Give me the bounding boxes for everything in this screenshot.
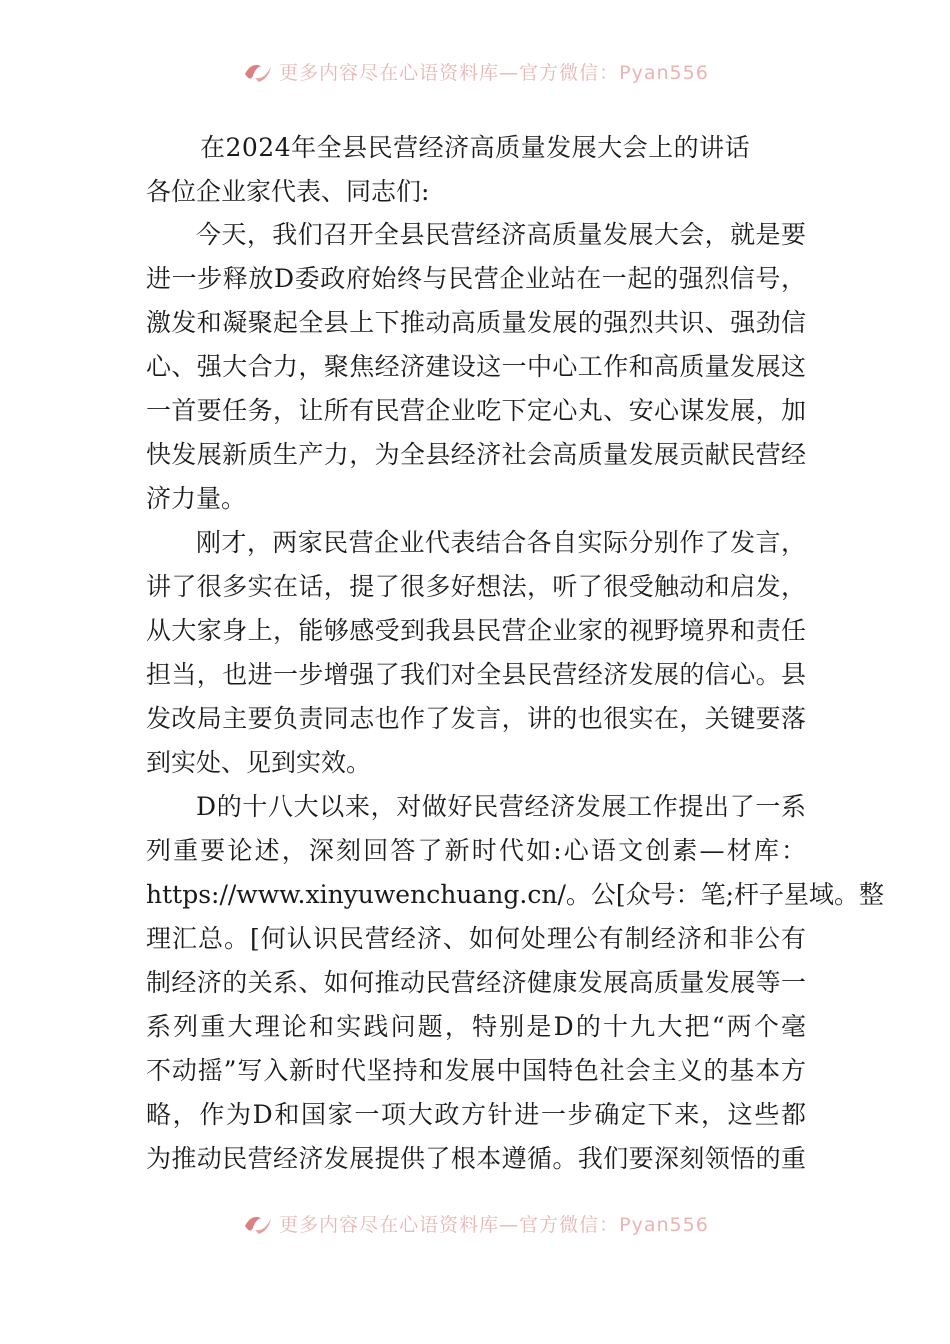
body-line: 济力量。 <box>146 484 247 513</box>
body-line: 不动摇”写入新时代坚持和发展中国特色社会主义的基本方 <box>146 1056 806 1085</box>
body-line: 刚才，两家民营企业代表结合各自实际分别作了发言， <box>196 528 806 557</box>
body-line: https://www.xinyuwenchuang.cn/。公[众号：笔;杆子星域。整 <box>146 880 885 909</box>
brand-logo-icon <box>241 1210 275 1236</box>
body-line: 理汇总。[何认识民营经济、如何处理公有制经济和非公有 <box>146 924 806 953</box>
body-line: 一首要任务，让所有民营企业吃下定心丸、安心谋发展，加 <box>146 396 806 425</box>
body-line: 从大家身上，能够感受到我县民营企业家的视野境界和责任 <box>146 616 806 645</box>
body-line: 心、强大合力，聚焦经济建设这一中心工作和高质量发展这 <box>146 352 806 381</box>
body-line: 激发和凝聚起全县上下推动高质量发展的强烈共识、强劲信 <box>146 308 806 337</box>
body-line: 系列重大理论和实践问题，特别是D的十九大把“两个毫 <box>146 1012 806 1041</box>
brand-logo-icon <box>241 58 275 84</box>
salutation: 各位企业家代表、同志们: <box>146 177 430 206</box>
document-title: 在2024年全县民营经济高质量发展大会上的讲话 <box>200 133 751 162</box>
body-line: 略，作为D和国家一项大政方针进一步确定下来，这些都 <box>146 1100 806 1129</box>
watermark-text: 更多内容尽在心语资料库—官方微信：Pyan556 <box>279 61 709 84</box>
body-line: 发改局主要负责同志也作了发言，讲的也很实在，关键要落 <box>146 704 806 733</box>
body-line: 制经济的关系、如何推动民营经济健康发展高质量发展等一 <box>146 968 806 997</box>
watermark-text: 更多内容尽在心语资料库—官方微信：Pyan556 <box>279 1213 709 1236</box>
body-line: 到实处、见到实效。 <box>146 748 372 777</box>
body-line: 担当，也进一步增强了我们对全县民营经济发展的信心。县 <box>146 660 806 689</box>
body-line: 为推动民营经济发展提供了根本遵循。我们要深刻领悟的重 <box>146 1144 806 1173</box>
body-line: 讲了很多实在话，提了很多好想法，听了很受触动和启发， <box>146 572 806 601</box>
body-line: 快发展新质生产力，为全县经济社会高质量发展贡献民营经 <box>146 440 806 469</box>
body-line: 今天，我们召开全县民营经济高质量发展大会，就是要 <box>196 220 806 249</box>
body-line: 列重要论述，深刻回答了新时代如:心语文创素—材库： <box>146 836 806 865</box>
footer-watermark <box>0 1208 950 1238</box>
body-line: 进一步释放D委政府始终与民营企业站在一起的强烈信号， <box>146 264 806 293</box>
header-watermark <box>0 56 950 86</box>
body-line: D的十八大以来，对做好民营经济发展工作提出了一系 <box>196 792 806 821</box>
